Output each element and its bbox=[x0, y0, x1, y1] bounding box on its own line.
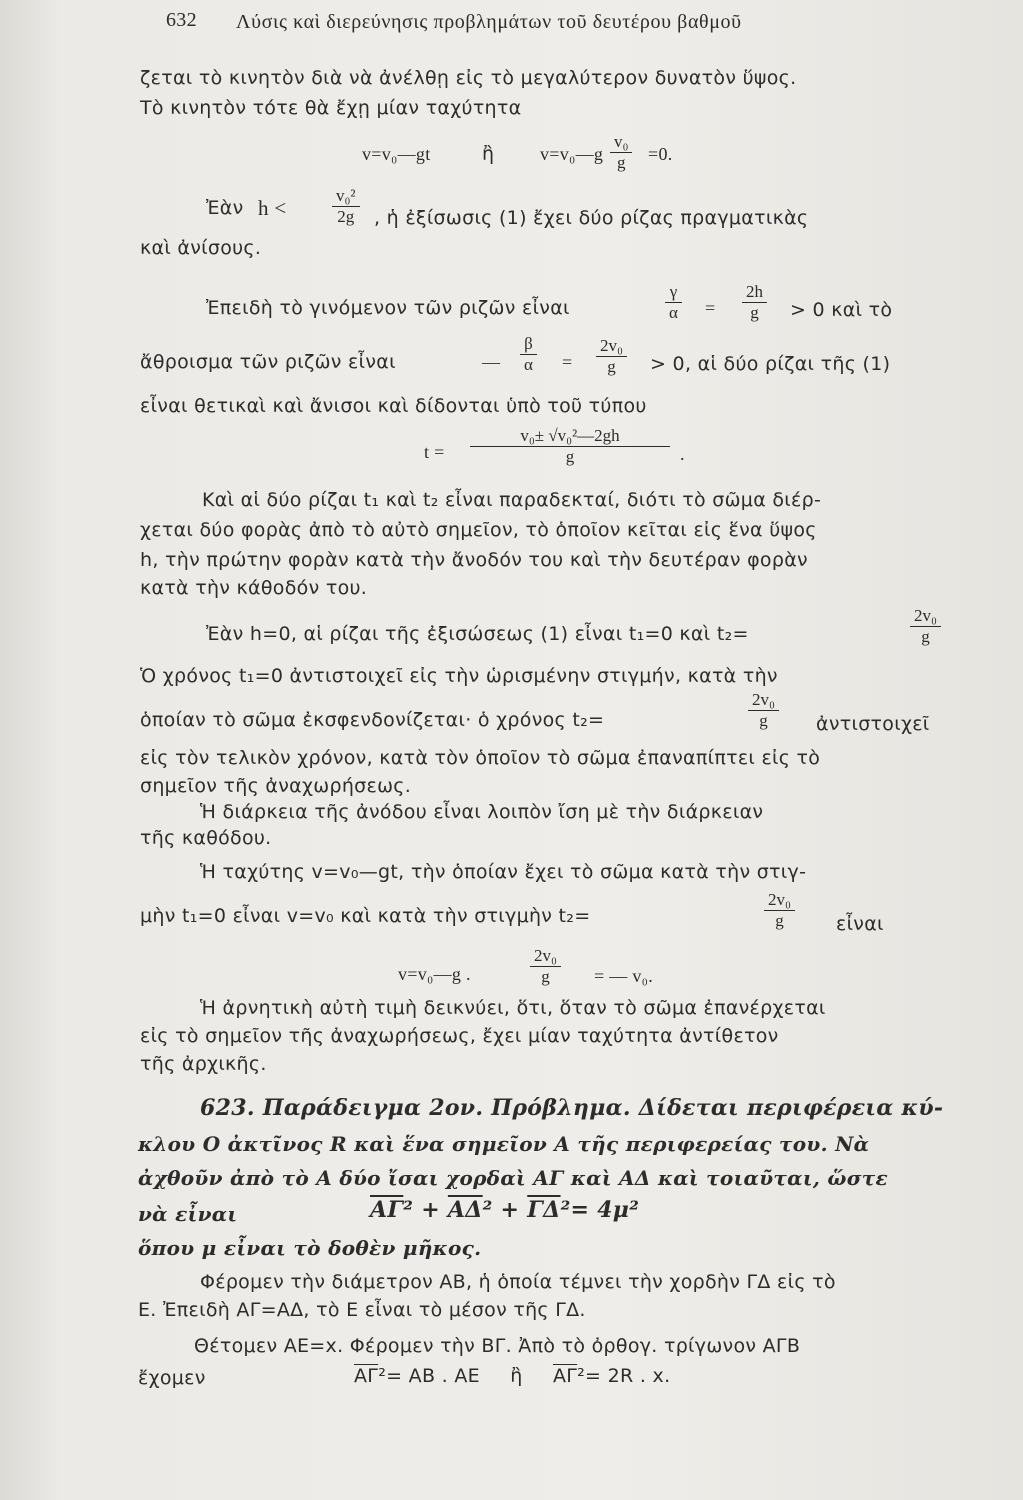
equals-sign: = bbox=[705, 298, 716, 318]
fraction-beta-over-alpha: $\frac{\beta}{\alpha}$ bbox=[520, 334, 537, 375]
problem-statement: ἀχθοῦν ἀπὸ τὸ Α δύο ἴσαι χορδαὶ ΑΓ καὶ ΑΔ καὶ τοιαῦται, ὥστε bbox=[138, 1166, 888, 1190]
page-number: 632 bbox=[166, 9, 197, 31]
text-line: h, τὴν πρώτην φορὰν κατὰ τὴν ἄνοδόν του καὶ τὴν δευτέραν φορὰν bbox=[140, 549, 808, 571]
equation-zero: =0. bbox=[648, 144, 673, 164]
text-line: Τὸ κινητὸν τότε θὰ ἔχῃ μίαν ταχύτητα bbox=[140, 97, 522, 119]
period: . bbox=[680, 444, 685, 464]
text-line: , ἡ ἐξίσωσις (1) ἔχει δύο ρίζας πραγματικὰς bbox=[374, 207, 809, 229]
text-line: ἀντιστοιχεῖ bbox=[816, 713, 930, 735]
root-formula-left: t = bbox=[424, 442, 445, 462]
text-line: τῆς ἀρχικῆς. bbox=[140, 1053, 267, 1075]
text-line: > 0, αἱ δύο ρίζαι τῆς (1) bbox=[650, 353, 891, 375]
text-line: Θέτομεν ΑΕ=x. Φέρομεν τὴν ΒΓ. Ἀπὸ τὸ ὀρθογ. τρίγωνον ΑΓΒ bbox=[194, 1335, 801, 1357]
minus-sign: — bbox=[482, 352, 501, 372]
fraction-2h-over-g: $\frac{2h}{g}$ bbox=[742, 282, 767, 323]
text-line: καὶ ἀνίσους. bbox=[140, 237, 262, 259]
text-line: Ἡ ταχύτης v=v₀—gt, τὴν ὁποίαν ἔχει τὸ σῶμα κατὰ τὴν στιγ- bbox=[200, 861, 807, 883]
fraction-2v0-over-g: $\frac{\text{2v₀}}{g}$ bbox=[596, 336, 627, 377]
text-line: Ἡ διάρκεια τῆς ἀνόδου εἶναι λοιπὸν ἴση μὲ τὴν διάρκειαν bbox=[200, 801, 764, 823]
text-line: Φέρομεν τὴν διάμετρον ΑΒ, ἡ ὁποία τέμνει τὴν χορδὴν ΓΔ εἰς τὸ bbox=[200, 1271, 836, 1293]
fraction-2v0-over-g: $\frac{\text{2v₀}}{g}$ bbox=[910, 606, 941, 647]
fraction-root-formula: $\frac{\text{v₀± √v₀²—2gh}}{g}$ bbox=[470, 426, 670, 467]
proof-equation: $\overline{A\Gamma}^2= AB$ . ΑΕ ἢ $\overline{A\Gamma}^2= 2R$ . x. bbox=[354, 1365, 671, 1387]
fraction-v0sq-over-2g: $\frac{\text{v₀²}}{2g}$ bbox=[332, 186, 360, 227]
text-line: χεται δύο φορὰς ἀπὸ τὸ αὐτὸ σημεῖον, τὸ ὁποῖον κεῖται εἰς ἕνα ὕψος bbox=[140, 519, 817, 541]
text-line: Ἐπειδὴ τὸ γινόμενον τῶν ριζῶν εἶναι bbox=[206, 297, 570, 319]
fraction-v0-over-g: $\frac{\text{v₀}}{g}$ bbox=[610, 132, 632, 173]
problem-equation: $\overline{A\Gamma}^2 + \overline{A\Delta}^2 + \overline{\Gamma\Delta}^2= 4\mu^2$ bbox=[370, 1197, 640, 1223]
text-line: εἰς τὸν τελικὸν χρόνον, κατὰ τὸν ὁποῖον τὸ σῶμα ἐπαναπίπτει εἰς τὸ bbox=[140, 747, 821, 769]
text-line: Ὁ χρόνος t₁=0 ἀντιστοιχεῖ εἰς τὴν ὡρισμένην στιγμήν, κατὰ τὴν bbox=[140, 665, 778, 687]
text-line: ἔχομεν bbox=[138, 1367, 206, 1389]
text-line: σημεῖον τῆς ἀναχωρήσεως. bbox=[140, 775, 412, 797]
equation-velocity: v=v₀—gt bbox=[362, 144, 431, 164]
fraction-2v0-over-g: $\frac{\text{2v₀}}{g}$ bbox=[530, 946, 561, 987]
equals-sign: = bbox=[562, 352, 573, 372]
problem-heading: 623. Παράδειγμα 2ον. Πρόβλημα. Δίδεται περιφέρεια κύ- bbox=[200, 1095, 944, 1121]
fraction-2v0-over-g: $\frac{\text{2v₀}}{g}$ bbox=[764, 890, 795, 931]
text-line: εἶναι θετικαὶ καὶ ἄνισοι καὶ δίδονται ὑπὸ τοῦ τύπου bbox=[140, 395, 647, 417]
inequality: h < bbox=[258, 196, 287, 220]
text-line: Ἐὰν h=0, αἱ ρίζαι τῆς ἐξισώσεως (1) εἶναι t₁=0 καὶ t₂= bbox=[206, 623, 749, 645]
text-line: > 0 καὶ τὸ bbox=[790, 299, 893, 321]
equation-velocity-alt: v=v₀—g bbox=[540, 144, 604, 164]
fraction-gamma-over-alpha: $\frac{\gamma}{\alpha}$ bbox=[665, 282, 682, 323]
equation-or: ἢ bbox=[482, 143, 495, 165]
text-line: ζεται τὸ κινητὸν διὰ νὰ ἀνέλθῃ εἰς τὸ μεγαλύτερον δυνατὸν ὕψος. bbox=[140, 67, 797, 89]
text-line: Ἡ ἀρνητικὴ αὐτὴ τιμὴ δεικνύει, ὅτι, ὅταν τὸ σῶμα ἐπανέρχεται bbox=[200, 997, 826, 1019]
text-line: εἶναι bbox=[836, 913, 884, 935]
text-line: μὴν t₁=0 εἶναι v=v₀ καὶ κατὰ τὴν στιγμὴν t₂= bbox=[140, 905, 591, 927]
equation-final-result: = — v₀. bbox=[594, 966, 654, 986]
text-line: Καὶ αἱ δύο ρίζαι t₁ καὶ t₂ εἶναι παραδεκταί, διότι τὸ σῶμα διέρ- bbox=[202, 489, 822, 511]
text-line: ἄθροισμα τῶν ριζῶν εἶναι bbox=[140, 351, 396, 373]
text-line: Ε. Ἐπειδὴ ΑΓ=ΑΔ, τὸ Ε εἶναι τὸ μέσον τῆς ΓΔ. bbox=[138, 1299, 586, 1321]
text-line: κατὰ τὴν κάθοδόν του. bbox=[140, 577, 368, 599]
problem-statement: κλου Ο ἀκτῖνος R καὶ ἕνα σημεῖον Α τῆς περιφερείας του. Νὰ bbox=[138, 1132, 870, 1156]
text-line: ὁποίαν τὸ σῶμα ἐκσφενδονίζεται· ὁ χρόνος t₂= bbox=[140, 709, 605, 731]
equation-final-velocity: v=v₀—g . bbox=[398, 964, 471, 984]
running-title: Λύσις καὶ διερεύνησις προβλημάτων τοῦ δευτέρου βαθμοῦ bbox=[236, 11, 742, 33]
text-line: Ἐὰν bbox=[206, 197, 244, 219]
problem-statement: ὅπου μ εἶναι τὸ δοθὲν μῆκος. bbox=[138, 1236, 482, 1260]
problem-statement: νὰ εἶναι bbox=[138, 1202, 238, 1226]
text-line: τῆς καθόδου. bbox=[140, 827, 272, 849]
text-line: εἰς τὸ σημεῖον τῆς ἀναχωρήσεως, ἔχει μίαν ταχύτητα ἀντίθετον bbox=[140, 1025, 779, 1047]
fraction-2v0-over-g: $\frac{\text{2v₀}}{g}$ bbox=[748, 690, 779, 731]
